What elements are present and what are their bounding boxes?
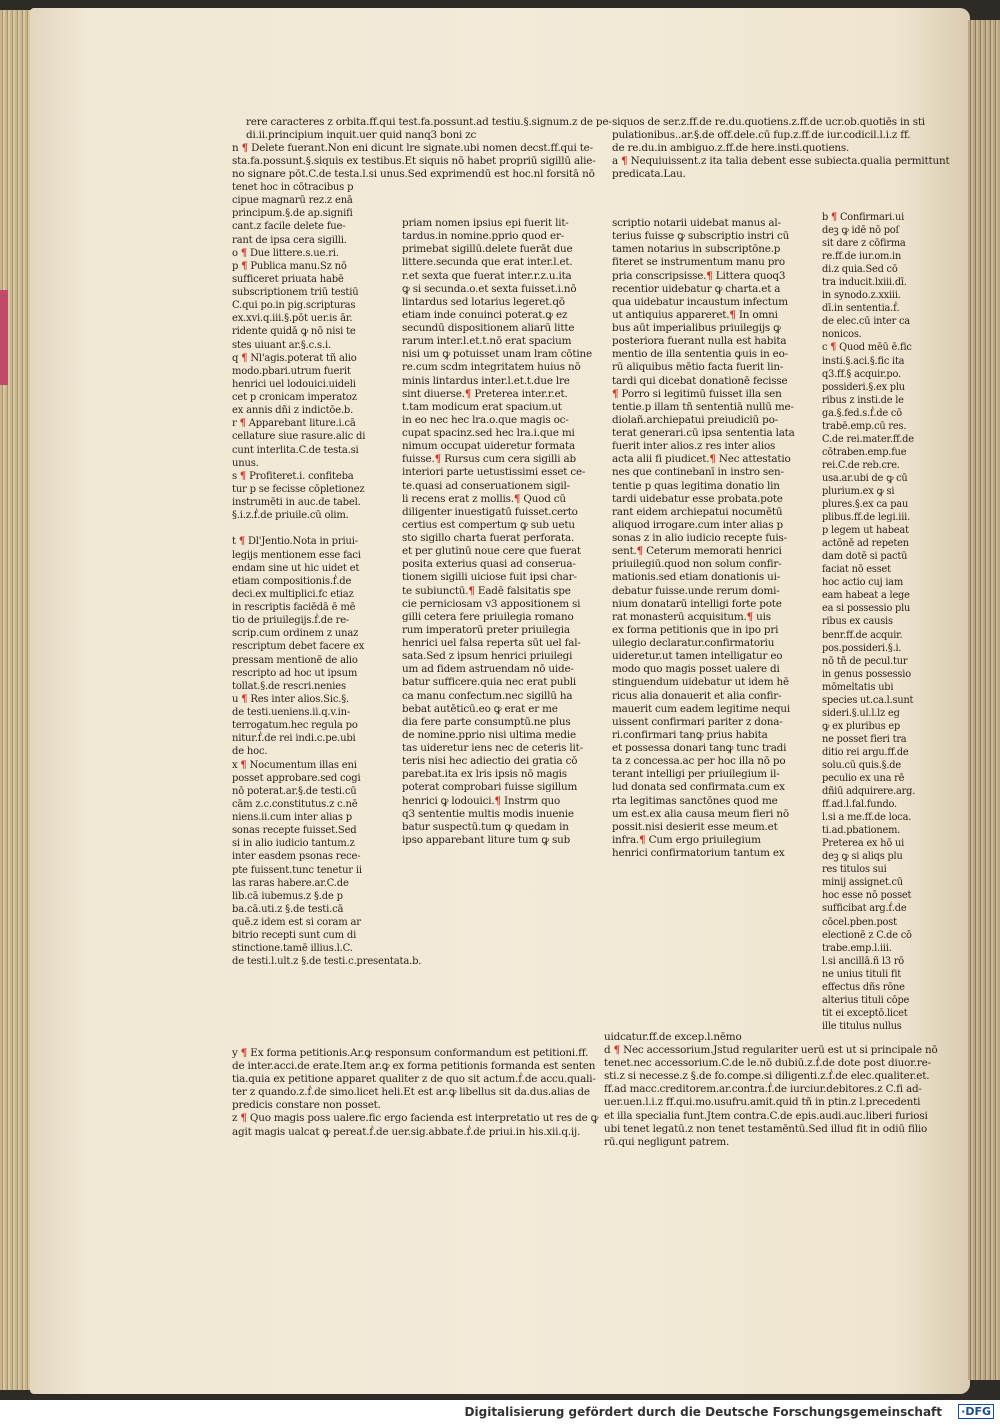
main-right-line: ta z concessa.ac per hoc illa nō po	[612, 755, 786, 768]
main-right-line: rat monasterū acquisitum.¶ uis	[612, 610, 771, 623]
gloss-bottom-right-line: ubi tenet legatū.z non tenet testamēntū.Sed illud fit in odiū filio	[604, 1122, 928, 1135]
main-left-line: bebat autēticū.eo ꝙ erat er me	[402, 702, 558, 715]
main-right-line: infra.¶ Cum ergo priuilegium	[612, 833, 761, 846]
gloss-right-line: hoc esse nō posset	[822, 890, 912, 902]
main-left-line: teris nisi hec adiectio dei gratia cō	[402, 755, 578, 768]
gloss-right-line: tra inducit.lxiii.dī.	[822, 277, 907, 289]
main-right-line: posteriora fuerant nulla est habita	[612, 335, 787, 348]
main-right-line: rū aliquibus mētio facta fuerit lin-	[612, 361, 784, 374]
gloss-column-right	[822, 211, 942, 1033]
gloss-right-line: in genus possessio	[822, 668, 911, 680]
main-left-line: diligenter inuestigatū fuisset.certo	[402, 505, 578, 518]
gloss-right-line: c ¶ Quod mēū ē.fic	[822, 342, 912, 354]
main-right-line: mentio de illa sententia ꝙuis in eo-	[612, 348, 788, 361]
gloss-left-line: cipue magnarū rez.z enā	[232, 195, 353, 207]
gloss-n	[232, 142, 596, 181]
main-right-line: aliquod irrogare.cum inter alias p	[612, 518, 783, 531]
gloss-right-line: res titulos sui	[822, 864, 887, 876]
gloss-left-line: sufficeret priuata habē	[232, 273, 344, 285]
gloss-right-line: usa.ar.ubi de ꝙ cū	[822, 472, 908, 484]
gloss-right-line: species ut.ca.l.sunt	[822, 694, 914, 706]
gloss-left-line: C.qui po.in pig.scripturas	[232, 300, 356, 312]
gloss-bottom-left-line: de inter.acci.de erate.Item ar.ꝙ ex forma petitionis formanda est senten	[232, 1060, 596, 1073]
main-left-line: parebat.ita ex lris ipsis nō magis	[402, 768, 567, 781]
main-right-line: sent.¶ Ceterum memorati henrici	[612, 545, 782, 558]
gloss-left-line: u ¶ Res inter alios.Sic.§.	[232, 693, 349, 705]
gloss-right-line: eam habeat a lege	[822, 590, 910, 602]
main-right-line: nium donatarū intelligi forte pote	[612, 597, 782, 610]
main-left-line: de nomine.pprio nisi ultima medie	[402, 728, 576, 741]
main-left-line: r.et sexta que fuerat inter.r.z.u.ita	[402, 269, 572, 282]
main-right-line: ut antiquius appareret.¶ In omni	[612, 308, 778, 321]
gloss-right-top-line: de re.du.in ambiguo.z.ff.de here.insti.quotiens.	[612, 142, 850, 155]
gloss-right-line: re.ff.de iur.om.in	[822, 251, 902, 263]
gloss-left-line: legijs mentionem esse faci	[232, 549, 361, 561]
main-right-line: lud donata sed confirmata.cum ex	[612, 781, 785, 794]
gloss-left-line: cām z.c.constitutus.z c.nē	[232, 798, 358, 810]
main-left-line: certius est compertum ꝙ sub uetu	[402, 518, 575, 531]
gloss-right-line: ꝙ ex pluribus ep	[822, 720, 901, 732]
gloss-bottom-right-line: ff.ad macc.creditorem.ar.contra.ḟ.de iurciur.debitores.z C.fi ad-	[604, 1083, 922, 1096]
main-left-line: um ad fidem astruendam nō uide-	[402, 663, 574, 676]
main-right-line: priuilegiū.quod non solum confir-	[612, 558, 782, 571]
main-right-line: stinguendum uidebatur ut idem hē	[612, 676, 789, 689]
main-right-line: fuerit inter alios.z res inter alios	[612, 440, 776, 453]
gloss-left-line: cunt interlita.C.de testa.si	[232, 444, 359, 456]
main-right-line: diolañ.archiepatui preiudiciū po-	[612, 413, 778, 426]
gloss-left-line: terrogatum.hec regula po	[232, 720, 358, 732]
main-right-line: uilegio declaratur.confirmatoriu	[612, 637, 775, 649]
main-left-line: re.cum scdm integritatem huius nō	[402, 361, 581, 374]
gloss-right-line: benr.ff.de acquir.	[822, 629, 903, 641]
main-left-line: cie perniciosam v3 appositionem si	[402, 597, 581, 610]
main-right-line: possit.nisi desierit esse meum.et	[612, 820, 778, 833]
gloss-left-line: cet p cronicam imperatoz	[232, 392, 357, 403]
gloss-right-line: dī.in sententia.ḟ.	[822, 303, 900, 315]
main-right-line: ex forma petitionis que in ipo pri	[612, 623, 779, 636]
gloss-left-line: pte fuissent.tunc tenetur ii	[232, 864, 362, 876]
gloss-right-line: Preterea ex hō ui	[822, 838, 905, 850]
gloss-right-line: mōmeltatis ubi	[822, 681, 894, 693]
gloss-right-top-line: pulationibus..ar.§.de off.dele.cū fup.z.ff.de iur.codicil.l.i.z ff.	[612, 129, 911, 142]
gloss-n-line: sta.fa.possunt.§.siquis ex testibus.Et siquis nō habet propriū sigillū alie-	[232, 155, 596, 168]
gloss-bottom-left-line: ter z quando.z.ḟ.de simo.licet heli.Et est ar.ꝙ libellus sit da.dus.alias de	[232, 1086, 590, 1099]
gloss-left-line: niens.ii.cum inter alias p	[232, 812, 352, 823]
gloss-left-line: scrip.cum ordinem z unaz	[232, 628, 359, 640]
gloss-right-line: C.de rei.mater.ff.de	[822, 433, 914, 445]
main-right-line: qua uidebatur incaustum infectum	[612, 295, 788, 308]
book-edge-left	[0, 10, 32, 1390]
gloss-left-line: principum.§.de ap.signifi	[232, 208, 353, 220]
dfg-logo: ·DFG	[958, 1404, 994, 1419]
main-left-line: et per glutinū noue cere que fuerat	[402, 545, 581, 558]
main-right-line: pria conscripsisse.¶ Littera quoq3	[612, 269, 786, 282]
gloss-right-line: faciat nō esset	[822, 564, 891, 576]
gloss-left-line: henrici uel lodouici.uideli	[232, 378, 356, 390]
gloss-right-line: sufficibat arg.ḟ.de	[822, 903, 907, 915]
gloss-right-line: ff.ad.l.fal.fundo.	[822, 799, 897, 811]
main-right-line: terat generari.cū ipsa sententia lata	[612, 427, 795, 439]
gloss-left-line: deci.ex multiplici.fc etiaz	[232, 588, 354, 600]
main-right-line: terant intelligi per priuilegium il-	[612, 768, 780, 781]
gloss-right-line: ga.§.fed.s.ḟ.de cō	[822, 407, 902, 419]
gloss-n-line: n ¶ Delete fuerant.Non eni dicunt lre signate.ubi nomen decst.ff.qui te-	[232, 142, 593, 154]
main-right-line: mauerit cum eadem legitime nequi	[612, 702, 790, 715]
top-gloss-line: di.ii.principium inquit.uer quid nanq3 boni zc	[246, 129, 477, 142]
gloss-left-line: de hoc.	[232, 746, 268, 758]
gloss-left-line: pressam mentionē de alio	[232, 654, 358, 666]
main-left-line: te.quasi ad conseruationem sigil-	[402, 479, 570, 492]
main-right-line: debatur fuisse.unde rerum domi-	[612, 584, 780, 597]
gloss-right-line: ne unius tituli fit	[822, 968, 902, 980]
gloss-left-line: etiam compositionis.ḟ.de	[232, 575, 352, 587]
gloss-left-line: rescripto ad hoc ut ipsum	[232, 667, 358, 679]
gloss-left-line: tenet hoc in cōtracibus p	[232, 182, 354, 193]
gloss-left-line: de testi.l.ult.z §.de testi.c.presentata.b.	[232, 956, 422, 968]
main-right-line: tardi uidebatur esse probata.pote	[612, 492, 783, 505]
gloss-left-line: instrumēti in auc.de tabel.	[232, 497, 361, 508]
main-right-line: uissent confirmari pariter z dona-	[612, 715, 783, 728]
gloss-bottom-left	[232, 1047, 599, 1139]
main-left-line: fuisse.¶ Rursus cum cera sigilli ab	[402, 453, 576, 466]
main-left-line: rum imperatorū preter priuilegia	[402, 623, 570, 636]
book-edge-right	[968, 20, 1000, 1380]
gloss-right-line: solu.cū quis.§.de	[822, 759, 901, 771]
main-left-line: sto sigillo charta fuerat perforata.	[402, 532, 575, 544]
gloss-left-line: ex.xvi.q.iii.§.pōt uer.is ār.	[232, 313, 353, 325]
gloss-right-line: l.si a me.ff.de loca.	[822, 812, 912, 824]
gloss-left-line: ridente quidā ꝙ nō nisi te	[232, 326, 356, 338]
gloss-right-line: plures.§.ex ca pau	[822, 499, 909, 511]
main-left-line: ipso apparebant liture tum ꝙ sub	[402, 833, 571, 846]
gloss-right-line: l.si ancillā.ñ l3 rō	[822, 955, 905, 967]
gloss-left-line: posset approbare.sed cogi	[232, 772, 361, 784]
gloss-bottom-left-line: y ¶ Ex forma petitionis.Ar.ꝙ responsum conformandum est petitioni.ff.	[232, 1047, 589, 1059]
gloss-left-line: sonas recepte fuisset.Sed	[232, 825, 357, 837]
main-left-line: batur sufficere.quia nec erat publi	[402, 676, 576, 689]
gloss-right-line: p legem ut habeat	[822, 525, 909, 537]
main-left-line: tardus.in nomine.pprio quod er-	[402, 230, 565, 243]
top-gloss-line: rere caracteres z orbita.ff.qui test.fa.possunt.ad testiu.§.signum.z de pe-	[246, 116, 612, 128]
gloss-left-line: p ¶ Publica manu.Sz nō	[232, 260, 347, 272]
gloss-left-line: ba.cā.uti.z §.de testi.cā	[232, 903, 344, 915]
gloss-right-line: cōcel.pben.post	[822, 916, 897, 928]
gloss-right-line: plurium.ex ꝙ si	[822, 485, 895, 497]
gloss-left-line: modo.pbari.utrum fuerit	[232, 365, 351, 377]
main-right-line: ricus alia donauerit et alia confir-	[612, 689, 782, 702]
gloss-left-line: cant.z facile delete fue-	[232, 221, 346, 233]
gloss-left-line: in rescriptis faciēdā ē mē	[232, 602, 356, 613]
bookmark-tab	[0, 290, 8, 385]
main-text-column-1	[402, 217, 590, 847]
gloss-left-line: x ¶ Nocumentum illas eni	[232, 759, 357, 771]
main-left-line: littere.secunda que erat inter.l.et.	[402, 256, 573, 269]
gloss-right-line: pos.possideri.§.i.	[822, 642, 902, 654]
gloss-right-line: b ¶ Confirmari.ui	[822, 212, 905, 223]
main-right-line: mationis.sed etiam donationis ui-	[612, 571, 781, 584]
main-right-line: rta legitimas sanctōnes quod me	[612, 794, 778, 807]
main-right-line: et possessa donari tanꝙ tunc tradi	[612, 742, 787, 754]
gloss-right-top	[612, 116, 950, 181]
gloss-bottom-right-line: rū.qui negligunt patrem.	[604, 1135, 730, 1148]
gloss-left-line: t ¶ Dl'Jentio.Nota in priui-	[232, 536, 358, 548]
gloss-right-line: nonicos.	[822, 329, 862, 341]
gloss-left-line: tollat.§.de rescri.nenies	[232, 680, 346, 692]
main-right-line: nes que continebanī in instro sen-	[612, 466, 784, 479]
main-left-line: lintardus sed lotarius legeret.qō	[402, 295, 565, 308]
gloss-right-line: nō tñ de pecul.tur	[822, 655, 908, 667]
gloss-right-line: cōtraben.emp.fue	[822, 446, 907, 458]
gloss-left-line: tio de priuilegijs.ḟ.de re-	[232, 615, 350, 627]
main-left-line: etiam inde conuinci poterat.ꝙ ez	[402, 308, 568, 321]
gloss-column-left	[232, 181, 422, 969]
main-left-line: primebat sigillū.delete fuerāt due	[402, 243, 573, 256]
main-right-line: ri.confirmari tanꝙ prius habita	[612, 728, 768, 741]
gloss-right-line: ea si possessio plu	[822, 603, 911, 615]
gloss-left-line: rant de ipsa cera sigilli.	[232, 234, 347, 246]
gloss-bottom-right	[604, 1031, 938, 1149]
gloss-left-line: lib.cā iubemus.z §.de p	[232, 890, 343, 902]
main-left-line: sint diuerse.¶ Preterea inter.r.et.	[402, 387, 568, 400]
gloss-right-top-line: siquos de ser.z.ff.de re.du.quotiens.z.ff.de ucr.ob.quotiēs in sti	[612, 116, 925, 128]
gloss-left-line: inter easdem psonas rece-	[232, 851, 361, 863]
gloss-right-line: ne posset fieri tra	[822, 733, 907, 745]
main-right-line: modo quo magis posset ualere di	[612, 663, 780, 676]
gloss-right-line: actōnē ad repeten	[822, 538, 909, 550]
main-right-line: bus aūt imperialibus priuilegijs ꝙ	[612, 322, 781, 334]
main-right-line: uideretur.ut tamen intelligatur eo	[612, 650, 783, 663]
gloss-left-line: rescriptum debet facere ex	[232, 641, 365, 653]
gloss-right-top-line: predicata.Lau.	[612, 168, 686, 181]
gloss-bottom-right-line: tenet.nec accessorium.C.de le.nō dubiū.z.ḟ.de dote post diuor.re-	[604, 1057, 931, 1070]
gloss-right-line: tit ei exceptō.licet	[822, 1007, 908, 1019]
main-left-line: henrici ꝙ lodouici.¶ Instrm quo	[402, 794, 561, 807]
gloss-left-line: las raras habere.ar.C.de	[232, 877, 349, 889]
gloss-left-line	[232, 522, 378, 535]
gloss-bottom-right-line: sti.z si necesse.z §.de fo.compe.si diligenti.z.ḟ.de elec.qualiter.et.	[604, 1070, 930, 1083]
gloss-right-line: ribus z insti.de le	[822, 394, 904, 406]
gloss-right-line: plibus.ff.de legi.iii.	[822, 512, 911, 524]
main-left-line: t.tam modicum erat spacium.ut	[402, 400, 562, 413]
gloss-right-line: peculio ex una rē	[822, 773, 905, 785]
gloss-right-line: rei.C.de reb.cre.	[822, 459, 900, 471]
gloss-right-line: trabe.emp.l.iii.	[822, 942, 892, 954]
gloss-left-line: §.i.z.ḟ.de priuile.cū olim.	[232, 510, 349, 522]
gloss-bottom-right-line: uer.uen.l.i.z ff.qui.mo.usufru.amit.quid tñ in ptin.z l.precedenti	[604, 1096, 921, 1109]
main-left-line: ꝙ si secunda.o.et sexta fuisset.i.nō	[402, 282, 577, 295]
main-left-line: poterat comprobari fuisse sigillum	[402, 781, 578, 794]
main-left-line: tas uideretur iens nec de ceteris lit-	[402, 742, 583, 754]
gloss-left-line: endam sine ut hic uidet et	[232, 562, 360, 574]
gloss-right-line: di.z quia.Sed cō	[822, 264, 898, 276]
main-left-line: interiori parte uetustissimi esset ce-	[402, 466, 586, 479]
gloss-left-line: bitrio recepti sunt cum di	[232, 930, 357, 942]
main-left-line: in eo nec hec lra.o.que magis oc-	[402, 413, 569, 426]
main-left-line: gilli cetera fere priuilegia romano	[402, 610, 574, 623]
gloss-right-line: in synodo.z.xxiii.	[822, 290, 901, 302]
main-left-line: nisi um ꝙ potuisset unam lram cōtine	[402, 348, 592, 361]
gloss-right-line: hoc actio cuj iam	[822, 577, 904, 589]
main-right-line: fiteret se instrumentum manu pro	[612, 256, 785, 269]
gloss-left-line: tur p se fecisse cōpletionez	[232, 483, 365, 495]
gloss-right-line: effectus dñs rōne	[822, 981, 905, 993]
gloss-left-line: stinctione.tamē illius.l.C.	[232, 943, 353, 955]
gloss-left-line: ex annis dñi z indictōe.b.	[232, 405, 354, 417]
gloss-bottom-right-line: uidcatur.ff.de excep.l.nēmo	[604, 1031, 742, 1043]
gloss-right-line: sideri.§.ul.l.lz eg	[822, 707, 900, 719]
main-left-line: henrici uel falsa reperta sūt uel fal-	[402, 637, 581, 649]
gloss-n-line: no signare pōt.C.de testa.l.si unus.Sed exprimendū est hoc.nl forsitā nō	[232, 168, 595, 181]
main-right-line: acta alii fi piudicet.¶ Nec attestatio	[612, 453, 791, 466]
gloss-bottom-right-line: et illa specialia funt.Jtem contra.C.de epis.audi.auc.liberi furiosi	[604, 1109, 928, 1122]
main-left-line: batur suspectū.tum ꝙ quedam in	[402, 820, 569, 833]
gloss-right-line: trabē.emp.cū res.	[822, 420, 907, 432]
gloss-right-line: possideri.§.ex plu	[822, 381, 905, 393]
main-right-line: scriptio notarii uidebat manus al-	[612, 217, 781, 229]
main-left-line: posita exterius quasi ad conserua-	[402, 558, 576, 571]
gloss-right-line: ille titulus nullus	[822, 1020, 902, 1032]
gloss-bottom-left-line: z ¶ Quo magis poss ualere.fic ergo facienda est interpretatio ut res de ꝙ	[232, 1112, 599, 1125]
gloss-left-line: si in alio iudicio tantum.z	[232, 838, 355, 850]
gloss-right-line: minij assignet.cū	[822, 877, 903, 889]
gloss-left-line: r ¶ Apparebant liture.i.cā	[232, 418, 356, 430]
main-right-line: rant eidem archiepatui nocumētū	[612, 505, 783, 518]
main-right-line: ¶ Porro si legitimū fuisset illa sen	[612, 387, 782, 400]
gloss-right-line: q3.ff.§ acquir.po.	[822, 368, 901, 380]
gloss-right-line: dam dotē si pactū	[822, 551, 908, 563]
main-left-line: rarum inter.l.et.t.nō erat spacium	[402, 335, 572, 348]
gloss-bottom-left-line: agit magis ualcat ꝙ pereat.ḟ.de uer.sig.abbate.ḟ.de priui.in his.xii.q.ij.	[232, 1125, 581, 1138]
main-right-line: recentior uidebatur ꝙ charta.et a	[612, 282, 781, 295]
gloss-left-line: nō poterat.ar.§.de testi.cū	[232, 785, 357, 797]
main-right-line: henrici confirmatorium tantum ex	[612, 847, 785, 859]
gloss-right-line: deꝫ ꝙ idē nō poſ	[822, 225, 899, 237]
gloss-right-line: alterius tituli cōpe	[822, 994, 910, 1006]
main-left-line: ca manu confectum.nec sigillū ha	[402, 689, 573, 702]
gloss-left-line: cellature siue rasure.alic di	[232, 431, 366, 443]
gloss-bottom-left-line: tia.quia ex petitione apparet qualiter z de quo sit actum.ḟ.de accu.quali-	[232, 1073, 596, 1086]
main-left-line: te subiunctū.¶ Eadē falsitatis spe	[402, 584, 571, 597]
gloss-left-line: quē.z idem est si coram ar	[232, 917, 361, 928]
main-left-line: cupat spacinz.sed hec lra.i.que mi	[402, 427, 575, 439]
main-left-line: dia fere parte consumptū.ne plus	[402, 715, 571, 728]
gloss-right-line: insti.§.aci.§.fic ita	[822, 355, 905, 367]
gloss-bottom-left-line: predicis constare non posset.	[232, 1099, 381, 1112]
gloss-left-line: stes uiuant ar.§.c.s.i.	[232, 339, 331, 351]
top-gloss	[246, 116, 612, 142]
main-text-column-2	[612, 217, 802, 860]
gloss-right-line: ribus ex causis	[822, 616, 893, 628]
main-right-line: tardi qui dicebat donationē fecisse	[612, 374, 788, 387]
gloss-left-line: de testi.ueniens.ii.q.v.in-	[232, 707, 351, 718]
gloss-left-line: q ¶ Nl'agis.poterat tñ alio	[232, 352, 357, 364]
gloss-left-line: subscriptionem triū testiū	[232, 287, 359, 298]
main-right-line: terius fuisse ꝙ subscriptio instri cū	[612, 230, 790, 243]
gloss-left-line: o ¶ Due littere.s.ue.ri.	[232, 247, 339, 259]
gloss-right-line: sit dare z cōfirma	[822, 238, 906, 250]
main-left-line: li recens erat z mollis.¶ Quod cū	[402, 492, 566, 505]
main-right-line: um est.ex alia causa meum fieri nō	[612, 807, 789, 820]
gloss-right-top-line: a ¶ Nequiuissent.z ita talia debent esse subiecta.qualia permittunt	[612, 155, 950, 168]
main-left-line: priam nomen ipsius epi fuerit lit-	[402, 217, 569, 229]
gloss-right-line: ditio rei argu.ff.de	[822, 746, 909, 758]
gloss-right-line: de elec.cū inter ca	[822, 316, 910, 328]
gloss-left-line: s ¶ Profiteret.i. confiteba	[232, 470, 354, 482]
footer-bar	[0, 1400, 1000, 1425]
main-left-line: tionem sigilli uiciose fuit ipsi char-	[402, 571, 577, 584]
gloss-bottom-right-line: d ¶ Nec accessorium.Jstud regulariter uerū est ut si principale nō	[604, 1044, 938, 1057]
main-left-line: sata.Sed z ipsum henrici priuilegi	[402, 650, 573, 663]
main-right-line: sonas z in alio iudicio recepte fuis-	[612, 532, 787, 544]
main-left-line: nimum occupat uideretur formata	[402, 440, 575, 453]
gloss-right-line: electionē z C.de cō	[822, 929, 912, 941]
gloss-right-line: ti.ad.pbationem.	[822, 825, 901, 837]
main-right-line: tentie p quas legitima donatio lin	[612, 479, 780, 492]
main-left-line: secundū dispositionem aliarū litte	[402, 322, 575, 334]
gloss-left-line: unus.	[232, 457, 259, 469]
gloss-right-line: dñiū adquirere.arg.	[822, 786, 916, 798]
funding-notice: Digitalisierung gefördert durch die Deutsche Forschungsgemeinschaft	[464, 1405, 942, 1419]
main-left-line: minis lintardus inter.l.et.t.due lre	[402, 374, 570, 387]
gloss-right-line: deꝫ ꝙ si aliqs plu	[822, 851, 903, 863]
main-left-line: q3 sententie multis modis inuenie	[402, 807, 574, 820]
gloss-left-line: nitur.ḟ.de rei indi.c.pe.ubi	[232, 733, 356, 745]
main-right-line: tamen notarius in subscriptōne.p	[612, 243, 781, 256]
main-right-line: tentie.p illam tñ sententiā nullū me-	[612, 400, 794, 413]
